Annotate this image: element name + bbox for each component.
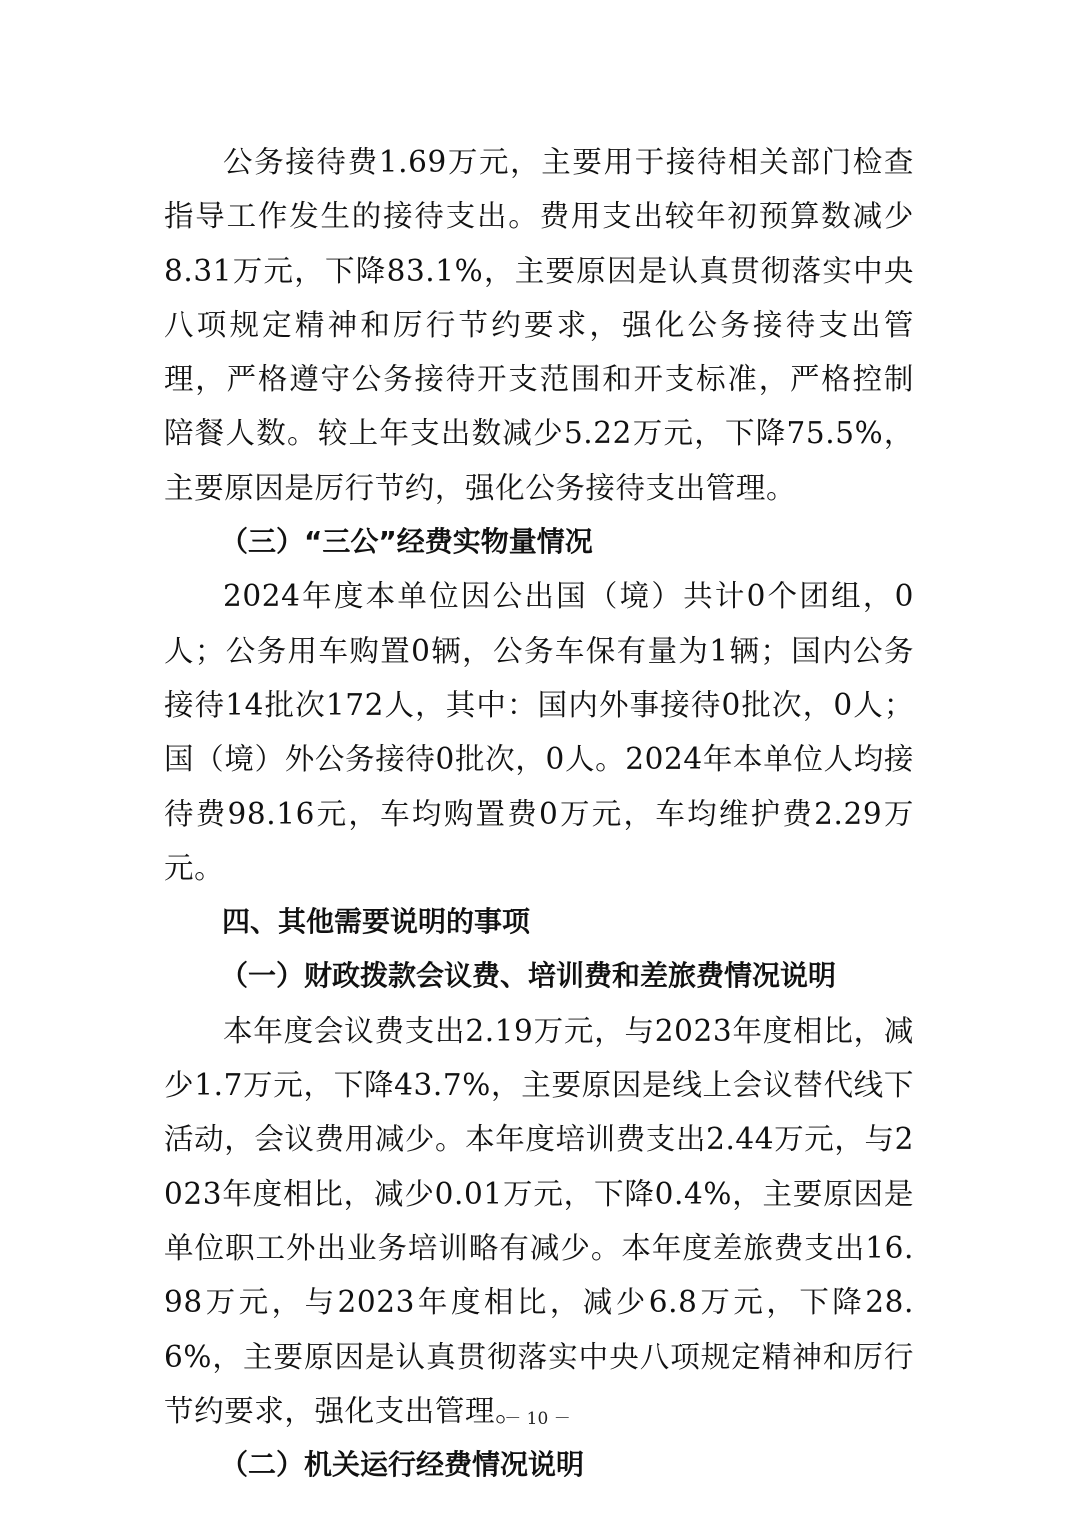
heading-other-matters: 四、其他需要说明的事项: [222, 905, 531, 939]
heading-operating-expenses: （二）机关运行经费情况说明: [220, 1448, 585, 1482]
paragraph-meeting-training-travel: 本年度会议费支出2.19万元，与2023年度相比，减少1.7万元，下降43.7%，主要原因是线上会议替代线下活动，会议费用减少。本年度培训费支出2.44万元，与2023年度相比，减少0.01万元，下降0.4%，主要原因是单位职工外出业务培训略有减少。本年度差旅费支出16.98万元，与2023年度相比，减少6.8万元，下降28.6%，主要原因是认真贯彻落实中央八项规定精神和厉行节约要求，强化支出管理。: [164, 1013, 914, 1428]
heading-meeting-training-travel: （一）财政拨款会议费、培训费和差旅费情况说明: [220, 959, 837, 993]
page-number: － 10 －: [504, 1409, 571, 1429]
paragraph-physical-quantity: 2024年度本单位因公出国（境）共计0个团组，0人；公务用车购置0辆，公务车保有量为1辆；国内公务接待14批次172人，其中：国内外事接待0批次，0人；国（境）外公务接待0批次，0人。2024年本单位人均接待费98.16元，车均购置费0万元，车均维护费2.29万元。: [164, 579, 914, 885]
document-body: [164, 135, 914, 1492]
heading-physical-quantity: （三）“三公”经费实物量情况: [220, 525, 593, 559]
paragraph-reception-expenses: 公务接待费1.69万元，主要用于接待相关部门检查指导工作发生的接待支出。费用支出较年初预算数减少8.31万元，下降83.1%，主要原因是认真贯彻落实中央八项规定精神和厉行节约要求，强化公务接待支出管理，严格遵守公务接待开支范围和开支标准，严格控制陪餐人数。较上年支出数减少5.22万元，下降75.5%，主要原因是厉行节约，强化公务接待支出管理。: [164, 145, 914, 505]
